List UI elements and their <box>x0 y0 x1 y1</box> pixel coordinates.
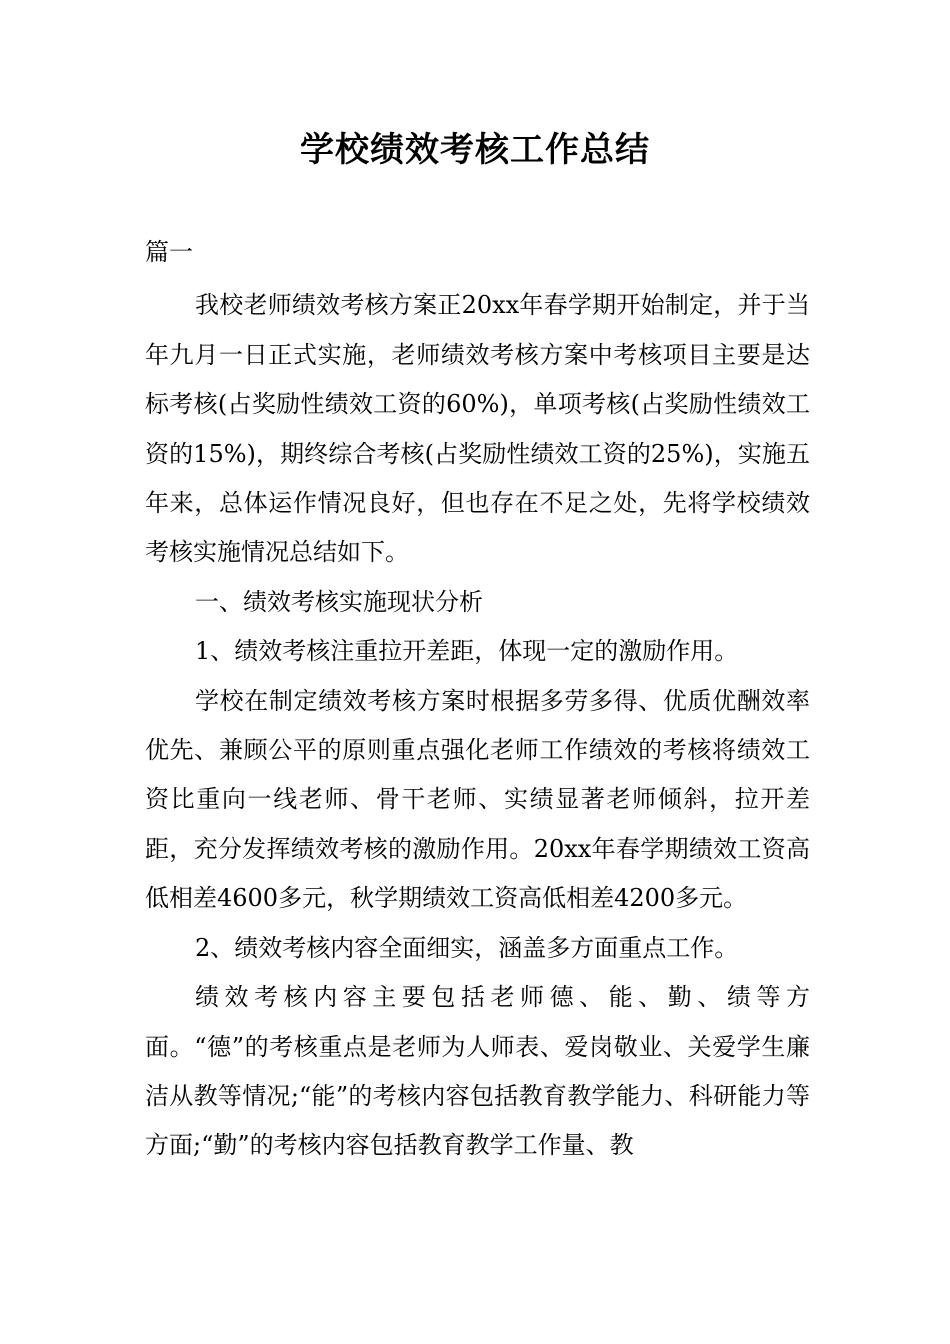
page-title: 学校绩效考核工作总结 <box>300 130 650 170</box>
paragraph-intro: 我校老师绩效考核方案正20xx年春学期开始制定，并于当年九月一日正式实施，老师绩效考核方案中考核项目主要是达标考核(占奖励性绩效工资的60%)，单项考核(占奖励性绩效工资的15%)，期终综合考核(占奖励性绩效工资的25%)，实施五年来，总体运作情况良好，但也存在不足之处，先将学校绩效考核实施情况总结如下。 <box>145 291 810 567</box>
subheading-incentive: 1、绩效考核注重拉开差距，体现一定的激励作用。 <box>195 637 739 666</box>
document-body <box>145 228 810 1171</box>
subheading-content: 2、绩效考核内容全面细实，涵盖多方面重点工作。 <box>195 933 739 962</box>
section-label: 篇一 <box>145 238 193 266</box>
paragraph-content: 绩效考核内容主要包括老师德、能、勤、绩等方面。“德”的考核重点是老师为人师表、爱岗敬业、关爱学生廉洁从教等情况;“能”的考核内容包括教育教学能力、科研能力等方面;“勤”的考核内容包括教育教学工作量、教 <box>145 983 810 1160</box>
heading-analysis: 一、绩效考核实施现状分析 <box>195 587 483 616</box>
paragraph-incentive: 学校在制定绩效考核方案时根据多劳多得、优质优酬效率优先、兼顾公平的原则重点强化老师工作绩效的考核将绩效工资比重向一线老师、骨干老师、实绩显著老师倾斜，拉开差距，充分发挥绩效考核的激励作用。20xx年春学期绩效工资高低相差4600多元，秋学期绩效工资高低相差4200多元。 <box>145 686 810 913</box>
